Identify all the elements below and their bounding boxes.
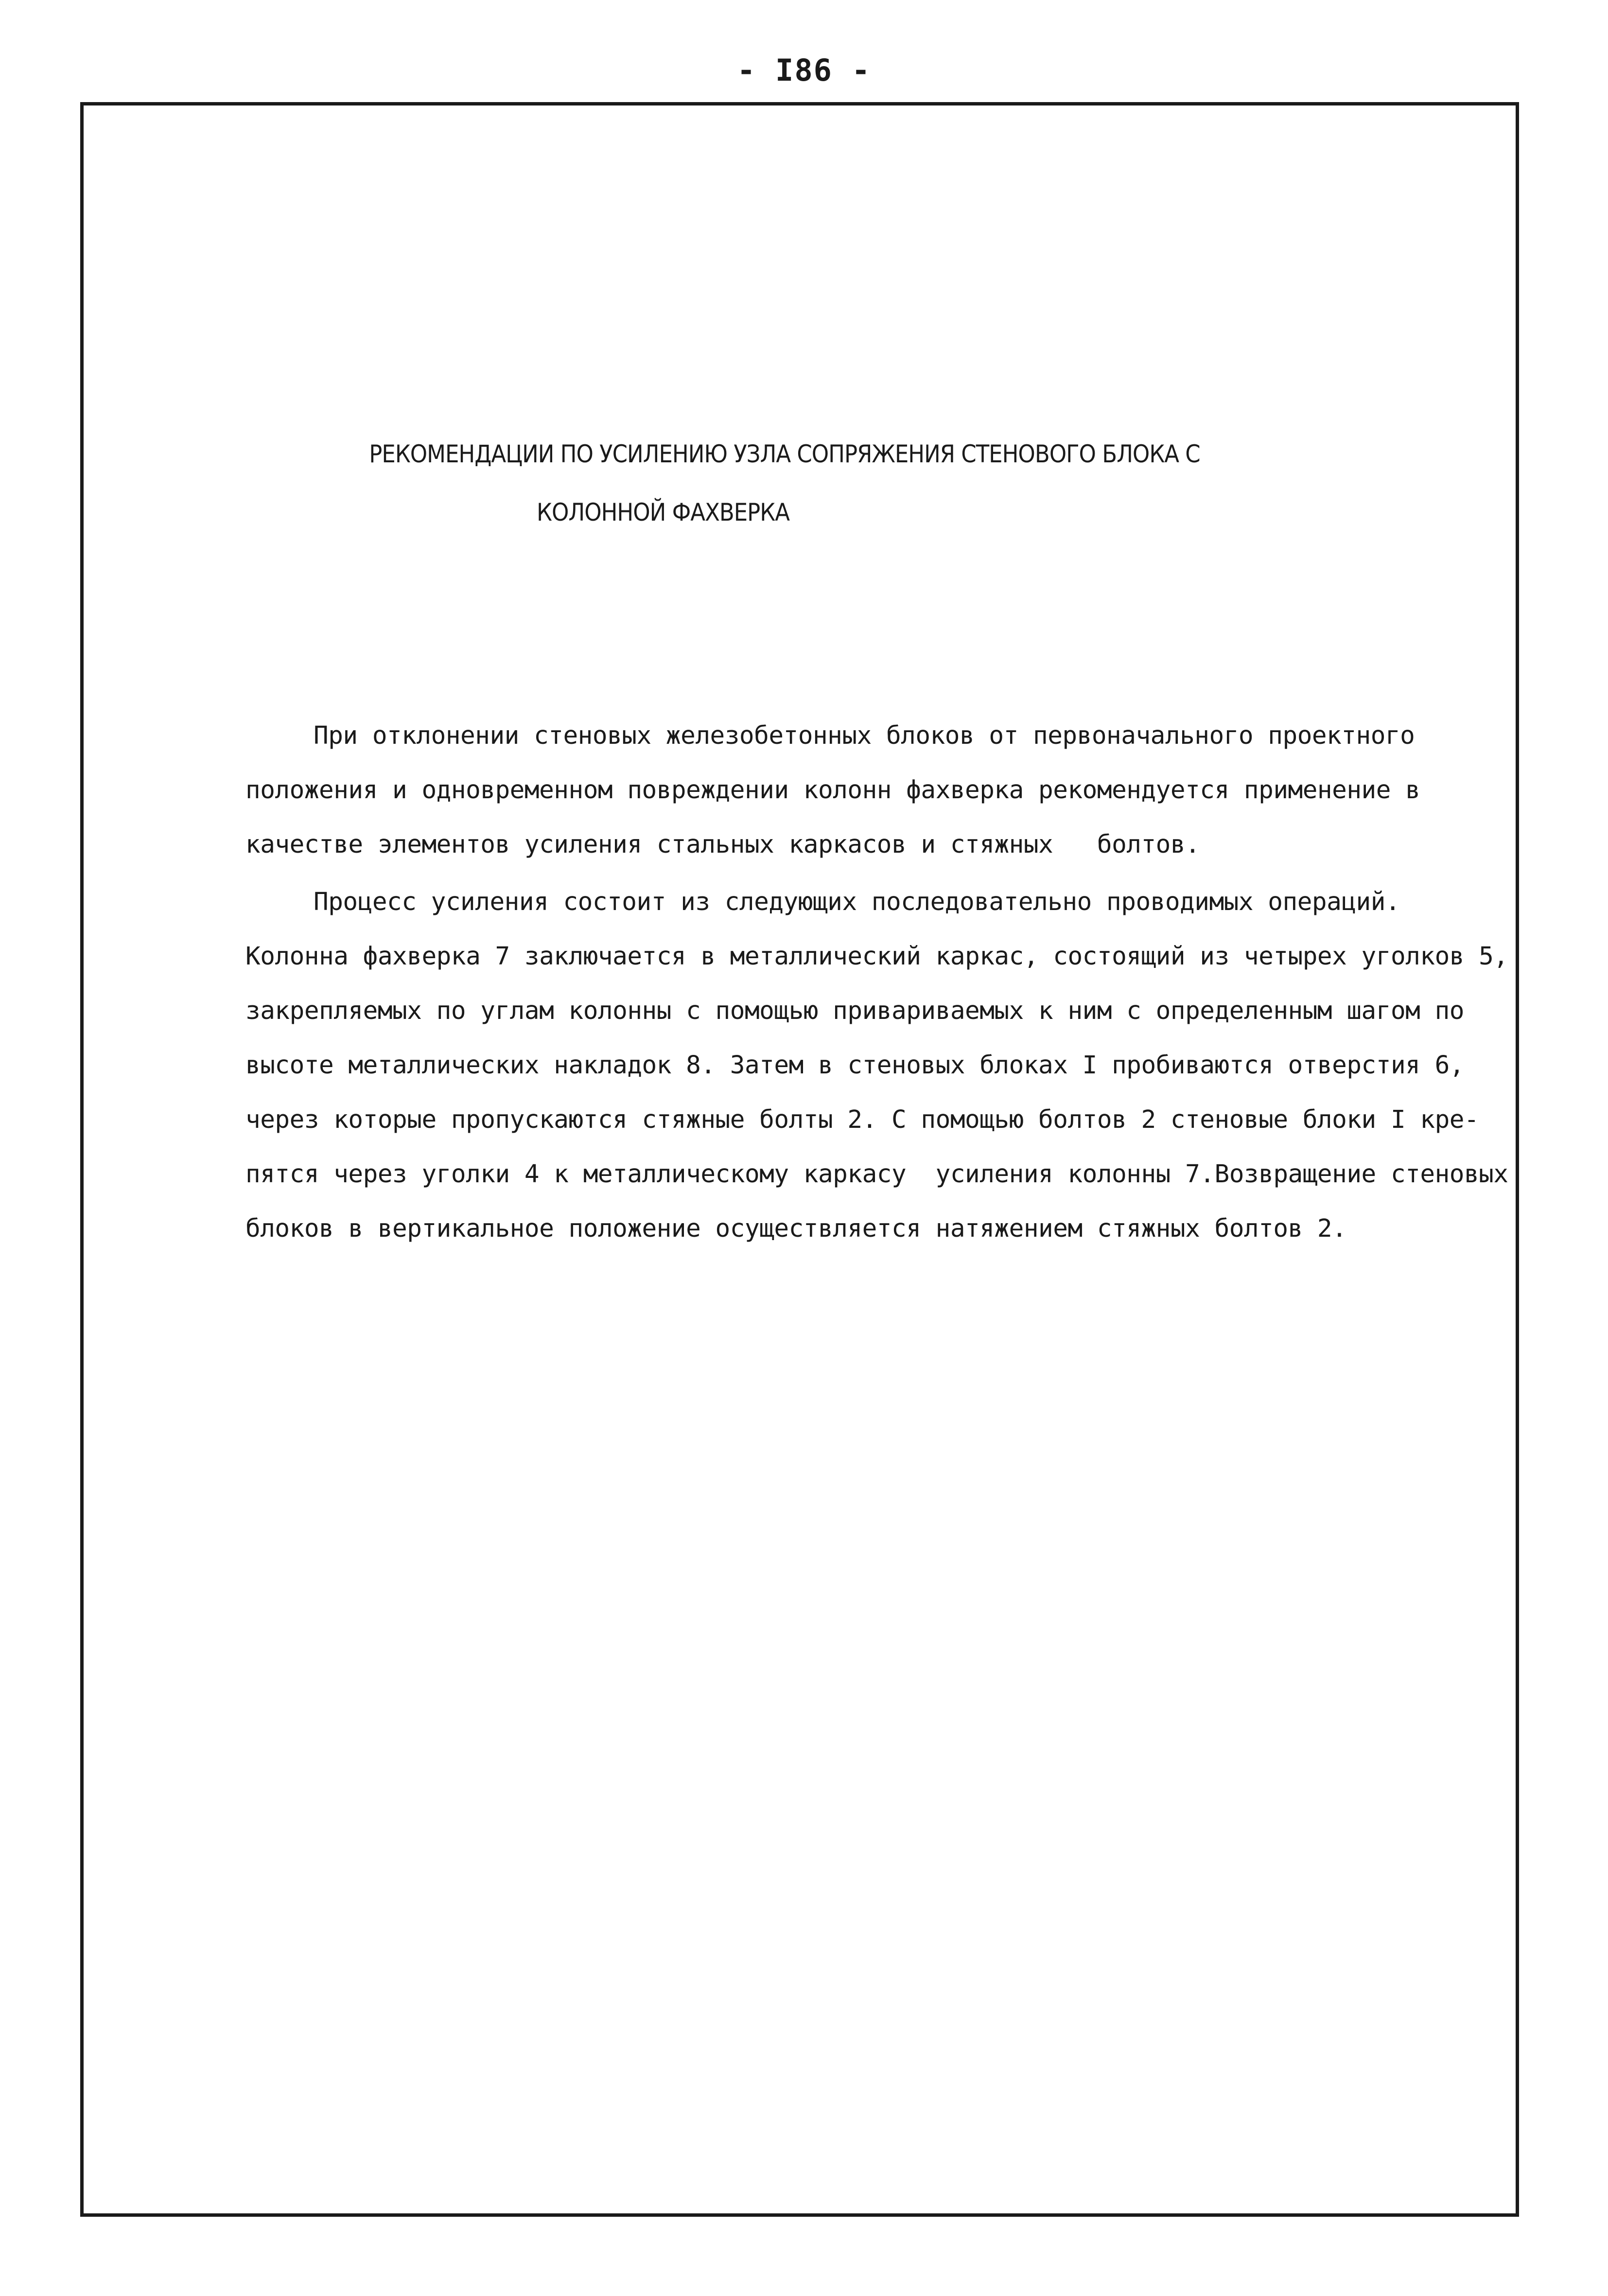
paragraph-line: пятся через уголки 4 к металлическому каркасу усиления колонны 7.Возвращение стеновых	[245, 1160, 1508, 1189]
paragraph-1	[245, 709, 1441, 872]
document-title-line-2: КОЛОННОЙ ФАХВЕРКА	[537, 498, 789, 526]
paragraph-line: положения и одновременном повреждении колонн фахверка рекомендуется применение в	[245, 776, 1420, 805]
paragraph-line: Колонна фахверка 7 заключается в металлический каркас, состоящий из четырех уголков 5,	[245, 942, 1508, 971]
paragraph-line: качестве элементов усиления стальных каркасов и стяжных болтов.	[245, 830, 1200, 859]
paragraph-line: через которые пропускаются стяжные болты 2. С помощью болтов 2 стеновые блоки I кре-	[245, 1105, 1479, 1134]
paragraph-2	[245, 875, 1508, 1256]
body-text	[245, 709, 1508, 1256]
paragraph-line: При отклонении стеновых железобетонных блоков от первоначального проектного	[314, 721, 1415, 750]
page-number: - I86 -	[737, 53, 871, 88]
paragraph-line: блоков в вертикальное положение осуществляется натяжением стяжных болтов 2.	[245, 1214, 1347, 1243]
paragraph-line: Процесс усиления состоит из следующих последовательно проводимых операций.	[314, 888, 1400, 916]
paragraph-line: закрепляемых по углам колонны с помощью привариваемых к ним с определенным шагом по	[245, 997, 1464, 1025]
document-title-line-1: РЕКОМЕНДАЦИИ ПО УСИЛЕНИЮ УЗЛА СОПРЯЖЕНИЯ СТЕНОВОГО БЛОКА С	[369, 440, 1200, 468]
paragraph-line: высоте металлических накладок 8. Затем в стеновых блоках I пробиваются отверстия 6,	[245, 1051, 1464, 1080]
